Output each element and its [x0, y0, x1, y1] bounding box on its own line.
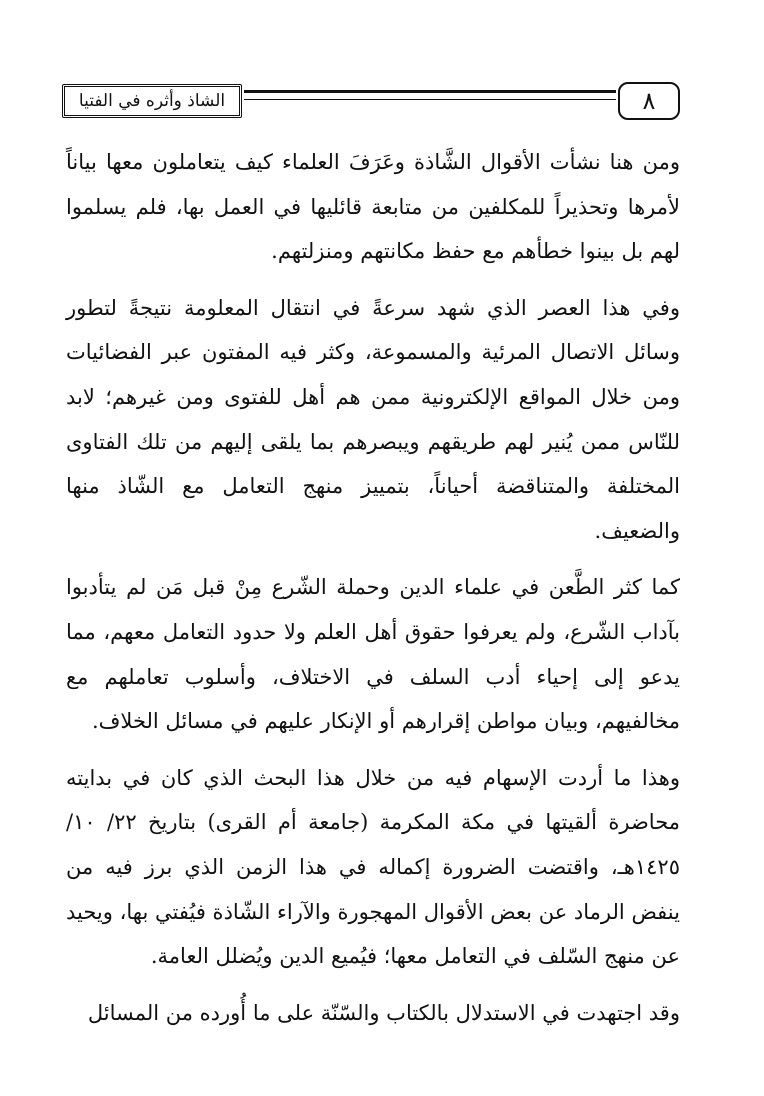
paragraph: كما كثر الطَّعن في علماء الدين وحملة الشّرع مِنْ قبل مَن لم يتأدبوا بآداب الشّرع، ولم يعرفوا حقوق أهل العلم ولا حدود التعامل معهم، مما يدعو إلى إحياء أدب السلف في الاختلاف، وأسلوب تعاملهم مع مخالفيهم، وبيان مواطن إقرارهم أو الإنكار عليهم في مسائل الخلاف. — [66, 575, 680, 734]
paragraph: وهذا ما أردت الإسهام فيه من خلال هذا البحث الذي كان في بدايته محاضرة ألقيتها في مكة المكرمة (جامعة أم القرى) بتاريخ ٢٢/ ١٠/ ١٤٢٥هـ، واقتضت الضرورة إكماله في هذا الزمن الذي برز فيه من ينفض الرماد عن بعض الأقوال المهجورة والآراء الشّاذة فيُفتي بها، ويحيد عن منهج السّلف في التعامل معها؛ فيُميع الدين ويُضلل العامة. — [66, 765, 680, 969]
running-title: الشاذ وأثره في الفتيا — [62, 84, 242, 118]
paragraph: ومن هنا نشأت الأقوال الشَّاذة وعَرَفَ العلماء كيف يتعاملون معها بياناً لأمرها وتحذيراً للمكلفين من متابعة قائليها في العمل بها، فلم يسلموا لهم بل بينوا خطأهم مع حفظ مكانتهم ومنزلتهم. — [66, 150, 680, 264]
page-number: ٨ — [618, 82, 680, 120]
header-rule — [244, 90, 616, 100]
paragraph: وفي هذا العصر الذي شهد سرعةً في انتقال المعلومة نتيجةً لتطور وسائل الاتصال المرئية والمسموعة، وكثر فيه المفتون عبر الفضائيات ومن خلال المواقع الإلكترونية ممن هم أهل للفتوى ومن غيرهم؛ لابد للنّاس ممن يُنير لهم طريقهم ويبصرهم بما يلقى إليهم من تلك الفتاوى المختلفة والمتناقضة أحياناً، بتمييز منهج التعامل مع الشّاذ منها والضعيف. — [66, 295, 680, 543]
paragraph: وقد اجتهدت في الاستدلال بالكتاب والسّنّة على ما أُورده من المسائل — [87, 1000, 680, 1025]
page-body — [66, 140, 680, 1047]
page-header — [62, 82, 680, 122]
